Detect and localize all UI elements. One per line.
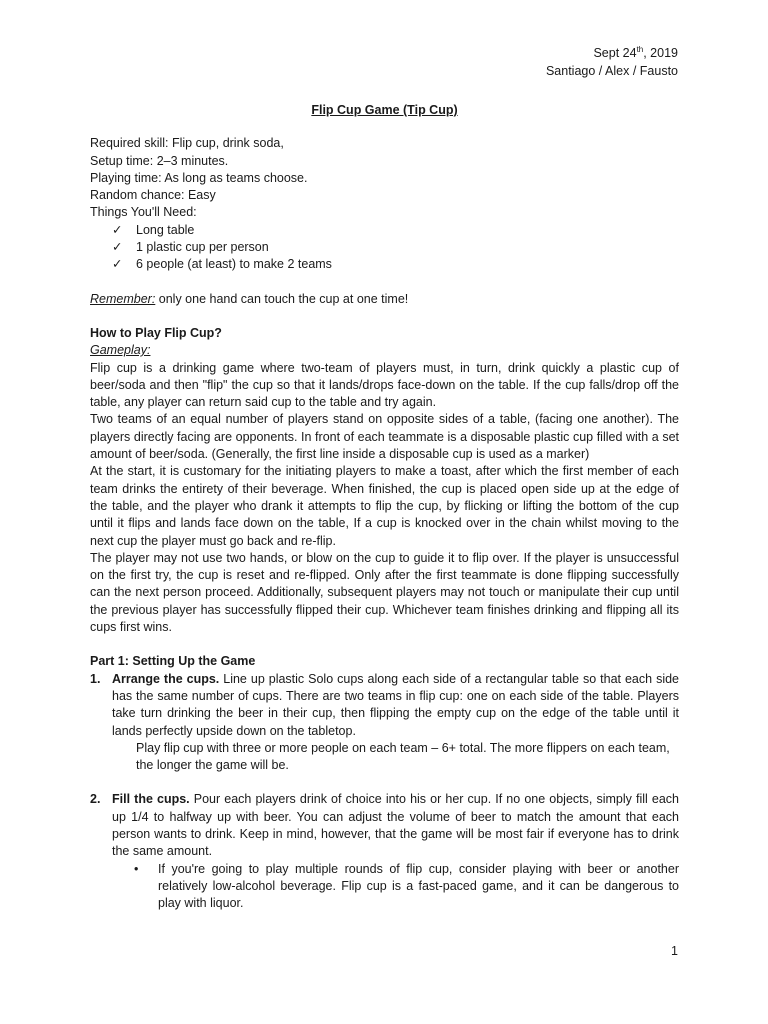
header-date: Sept 24th, 2019: [593, 44, 678, 60]
checkmark-icon: ✓: [112, 257, 123, 272]
step-note: Play flip cup with three or more people on each team – 6+ total. The more flippers on each team, the longer the game will be.: [136, 740, 670, 773]
list-item: ✓ Long table: [112, 222, 679, 239]
gameplay-paragraph: The player may not use two hands, or blow on the cup to guide it to flip over. If the player is unsuccessful on the first try, the cup is reset and re-flipped. Only after the first teammate is done flipping successfully can the next person proceed. Additionally, subsequent players may not touch or manipulate their cup until the previous player has successfully flipped their cup. Whichever team finishes drinking and flipping all its cups first wins.: [90, 550, 679, 635]
gameplay-subheading: Gameplay:: [90, 343, 151, 358]
gameplay-paragraph: Flip cup is a drinking game where two-team of players must, in turn, drink quickly a plastic cup of beer/soda and then "flip" the cup so that it lands/drops face-down on the table. If the cup falls/drop off the table, any player can return said cup to the table and try again.: [90, 360, 679, 410]
needs-list: [90, 222, 679, 274]
info-playing-time: Playing time: As long as teams choose.: [90, 170, 308, 185]
document-body: [90, 102, 679, 912]
info-setup-time: Setup time: 2–3 minutes.: [90, 153, 229, 168]
page-number: 1: [671, 944, 678, 958]
how-to-heading: How to Play Flip Cup?: [90, 325, 222, 340]
list-item: ✓ 6 people (at least) to make 2 teams: [112, 256, 679, 273]
document-header: [546, 44, 678, 80]
part1-heading: Part 1: Setting Up the Game: [90, 654, 256, 669]
checkmark-icon: ✓: [112, 240, 123, 255]
remember-label: Remember:: [90, 291, 156, 306]
document-title: Flip Cup Game (Tip Cup): [311, 103, 458, 117]
gameplay-paragraph: At the start, it is customary for the initiating players to make a toast, after which the first member of each team drinks the entirety of their beverage. When finished, the cup is placed open side up at the edge of the table, and the player who drank it attempts to flip the cup, by flicking or lifting the bottom of the cup until it flips and lands face down on the table, If a cup is knocked over in the chain whilst moving to the next cup the player must go back and re-flip.: [90, 464, 679, 548]
step-fill-cups: 2. Fill the cups. Pour each players drink of choice into his or her cup. If no one objects, simply fill each up 1/4 to halfway up with beer. You can adjust the volume of beer to match the amount that each person wants to drink. Keep in mind, however, that the game will be most fair if everyone has to drink the same amount.: [90, 792, 679, 859]
remember-note: Remember: only one hand can touch the cup at one time!: [90, 291, 409, 306]
step-arrange-cups: 1. Arrange the cups. Line up plastic Solo cups along each side of a rectangular table so that each side has the same number of cups. There are two teams in flip cup: one on each side of the table. Players take turn drinking the beer in their cup, then flipping the empty cup on the edge of the table until it lands perfectly upside down on the tabletop.: [90, 671, 679, 738]
step-bullet: • If you're going to play multiple rounds of flip cup, consider playing with beer or another relatively low-alcohol beverage. Flip cup is a fast-paced game, and it can be dangerous to play with liquor.: [134, 861, 679, 911]
bullet-icon: •: [134, 861, 139, 876]
info-random-chance: Random chance: Easy: [90, 188, 216, 203]
step-number: 1.: [90, 671, 101, 686]
step-number: 2.: [90, 792, 101, 807]
gameplay-paragraph: Two teams of an equal number of players stand on opposite sides of a table, (facing one another). The players directly facing are opponents. In front of each teammate is a disposable plastic cup filled with a set amount of beer/soda. (Generally, the first line inside a disposable cup is used as a marker): [90, 412, 679, 462]
header-authors: Santiago / Alex / Fausto: [545, 64, 678, 78]
checkmark-icon: ✓: [112, 222, 123, 237]
info-required-skill: Required skill: Flip cup, drink soda,: [90, 136, 284, 151]
list-item: ✓ 1 plastic cup per person: [112, 239, 679, 256]
info-things-needed: Things You'll Need:: [90, 205, 197, 220]
